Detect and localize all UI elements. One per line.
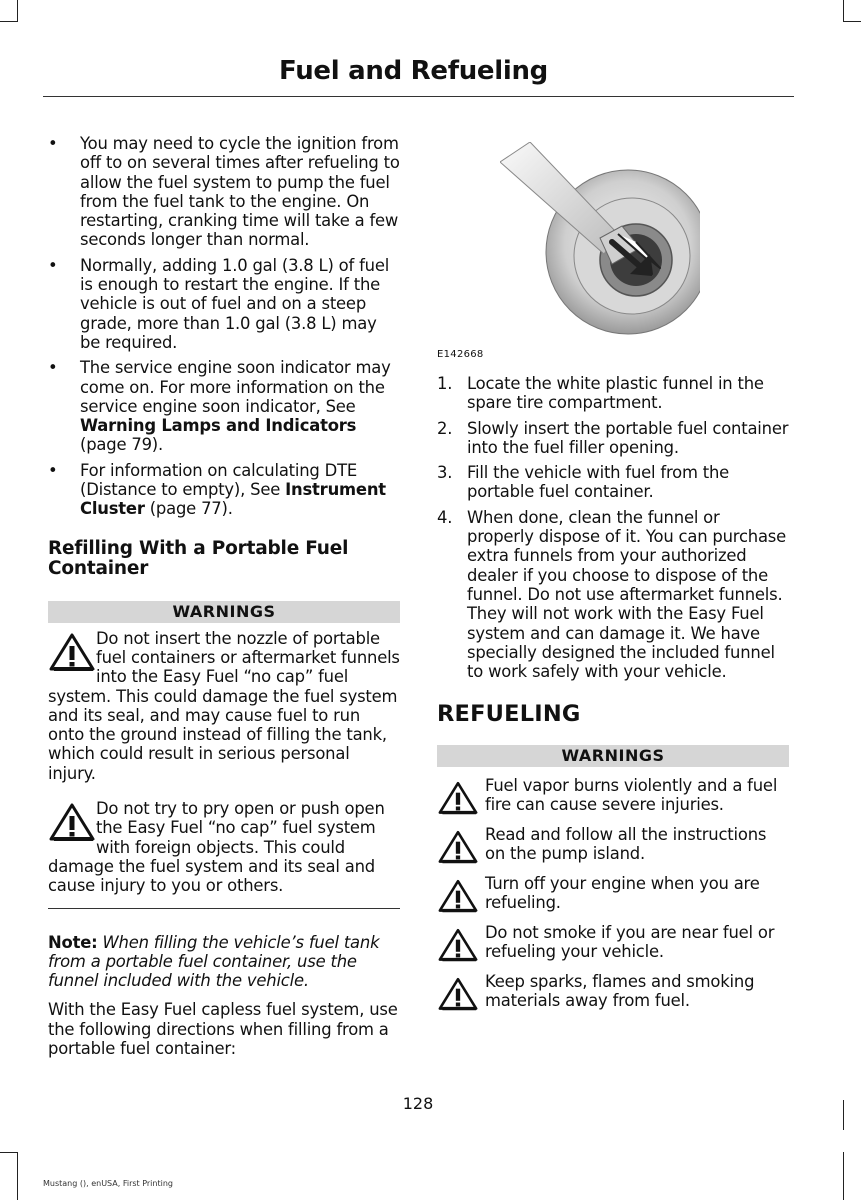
step-text: Locate the white plastic funnel in the spare tire compartment.	[467, 374, 764, 413]
step-number: 1.	[437, 374, 453, 393]
warning-text: Fuel vapor burns violently and a fuel fire can cause severe injuries.	[485, 775, 778, 815]
warnings-header: WARNINGS	[437, 745, 789, 767]
step-text: Slowly insert the portable fuel container into the fuel filler opening.	[467, 418, 789, 457]
list-item	[437, 508, 789, 682]
body-paragraph: With the Easy Fuel capless fuel system, use the following directions when filling from a portable fuel container:	[48, 1000, 398, 1058]
crop-mark-bottom-left-vertical	[17, 1152, 18, 1200]
warning-item	[48, 629, 400, 783]
bullet-dot: •	[48, 134, 58, 153]
bullet-dot: •	[48, 255, 58, 275]
bullet-dot: •	[48, 460, 58, 480]
steps-list	[437, 374, 789, 681]
right-column	[437, 374, 789, 1012]
step-number: 4.	[437, 507, 453, 527]
list-item	[48, 256, 400, 352]
warning-text: Turn off your engine when you are refueling.	[485, 873, 760, 913]
warning-item	[437, 776, 789, 816]
warning-item	[437, 923, 789, 963]
page-title: Fuel and Refueling	[279, 56, 548, 86]
crop-mark-top-right-horizontal	[843, 21, 861, 22]
crop-mark-right-edge-vertical	[843, 1100, 844, 1130]
warning-triangle-icon	[437, 974, 479, 1012]
footer-text: Mustang (), enUSA, First Printing	[43, 1179, 173, 1188]
warning-triangle-icon	[437, 925, 479, 963]
warning-text: Do not smoke if you are near fuel or refueling your vehicle.	[485, 922, 775, 962]
title-divider	[43, 96, 794, 97]
step-number: 3.	[437, 463, 453, 483]
note-paragraph	[48, 933, 400, 991]
step-number: 2.	[437, 418, 453, 438]
bullet-text: You may need to cycle the ignition from off to on several times after refueling to allow the fuel system to pump the fuel from the fuel tank to the engine. On restarting, cranking time will take a few seconds longer than normal.	[80, 134, 400, 250]
list-item	[48, 134, 400, 250]
list-item	[437, 419, 789, 458]
cross-reference-link[interactable]: Instrument Cluster	[80, 480, 386, 519]
page-reference: (page 79).	[80, 435, 164, 455]
warning-text: Do not try to pry open or push open the Easy Fuel “no cap” fuel system with foreign objects. This could damage the fuel system and its seal and cause injury to you or others.	[48, 799, 385, 896]
warnings-end-divider	[48, 908, 400, 909]
warning-triangle-icon	[48, 629, 96, 673]
list-item	[437, 374, 789, 413]
step-text: Fill the vehicle with fuel from the portable fuel container.	[467, 463, 730, 502]
bullet-text: The service engine soon indicator may come on. For more information on the service engine soon indicator, See	[80, 358, 391, 416]
crop-mark-top-left-vertical	[17, 0, 18, 22]
warnings-header: WARNINGS	[48, 601, 400, 623]
crop-mark-bottom-right-vertical	[843, 1152, 844, 1200]
left-column	[48, 134, 400, 1058]
note-label: Note:	[48, 932, 98, 952]
warning-triangle-icon	[437, 778, 479, 816]
crop-mark-bottom-left-horizontal	[0, 1152, 18, 1153]
warning-text: Read and follow all the instructions on the pump island.	[485, 824, 767, 864]
section-subheading: Refilling With a Portable Fuel Container	[48, 537, 349, 579]
warning-triangle-icon	[437, 876, 479, 914]
bullet-dot: •	[48, 358, 58, 378]
step-text: When done, clean the funnel or properly dispose of it. You can purchase extra funnels from your authorized dealer if you choose to dispose of the funnel. Do not use aftermarket funnels. They will not work with the Easy Fuel system and can damage it. We have specially designed the included funnel to work safely with your vehicle.	[467, 507, 787, 682]
page-number: 128	[402, 1094, 434, 1113]
section-heading: REFUELING	[437, 701, 581, 728]
warning-item	[48, 799, 400, 895]
bullet-text: Normally, adding 1.0 gal (3.8 L) of fuel is enough to restart the engine. If the vehicle is out of fuel and on a steep grade, more than 1.0 gal (3.8 L) may be required.	[80, 255, 390, 352]
warning-triangle-icon	[437, 827, 479, 865]
list-item	[48, 358, 400, 454]
warning-triangle-icon	[48, 799, 96, 843]
warning-text: Do not insert the nozzle of portable fuel containers or aftermarket funnels into the Easy Fuel “no cap” fuel system. This could damage the fuel system and its seal, and may cause fuel to run onto the ground instead of filling the tank, which could result in serious personal injury.	[48, 628, 400, 783]
crop-mark-top-left-horizontal	[0, 21, 18, 22]
warning-item	[437, 874, 789, 914]
crop-mark-top-right-vertical	[843, 0, 844, 22]
warning-text: Keep sparks, flames and smoking materials away from fuel.	[485, 971, 755, 1011]
warning-item	[437, 972, 789, 1012]
bullet-list	[48, 134, 400, 519]
bullet-text: For information on calculating DTE (Distance to empty), See	[80, 460, 358, 500]
fuel-filler-funnel-illustration	[500, 142, 700, 342]
page-reference: (page 77).	[144, 499, 233, 519]
figure-code: E142668	[437, 349, 484, 360]
note-text: When filling the vehicle’s fuel tank from a portable fuel container, use the funnel included with the vehicle.	[48, 932, 380, 991]
list-item	[437, 463, 789, 502]
list-item	[48, 461, 400, 519]
warning-item	[437, 825, 789, 865]
cross-reference-link[interactable]: Warning Lamps and Indicators	[80, 416, 357, 436]
